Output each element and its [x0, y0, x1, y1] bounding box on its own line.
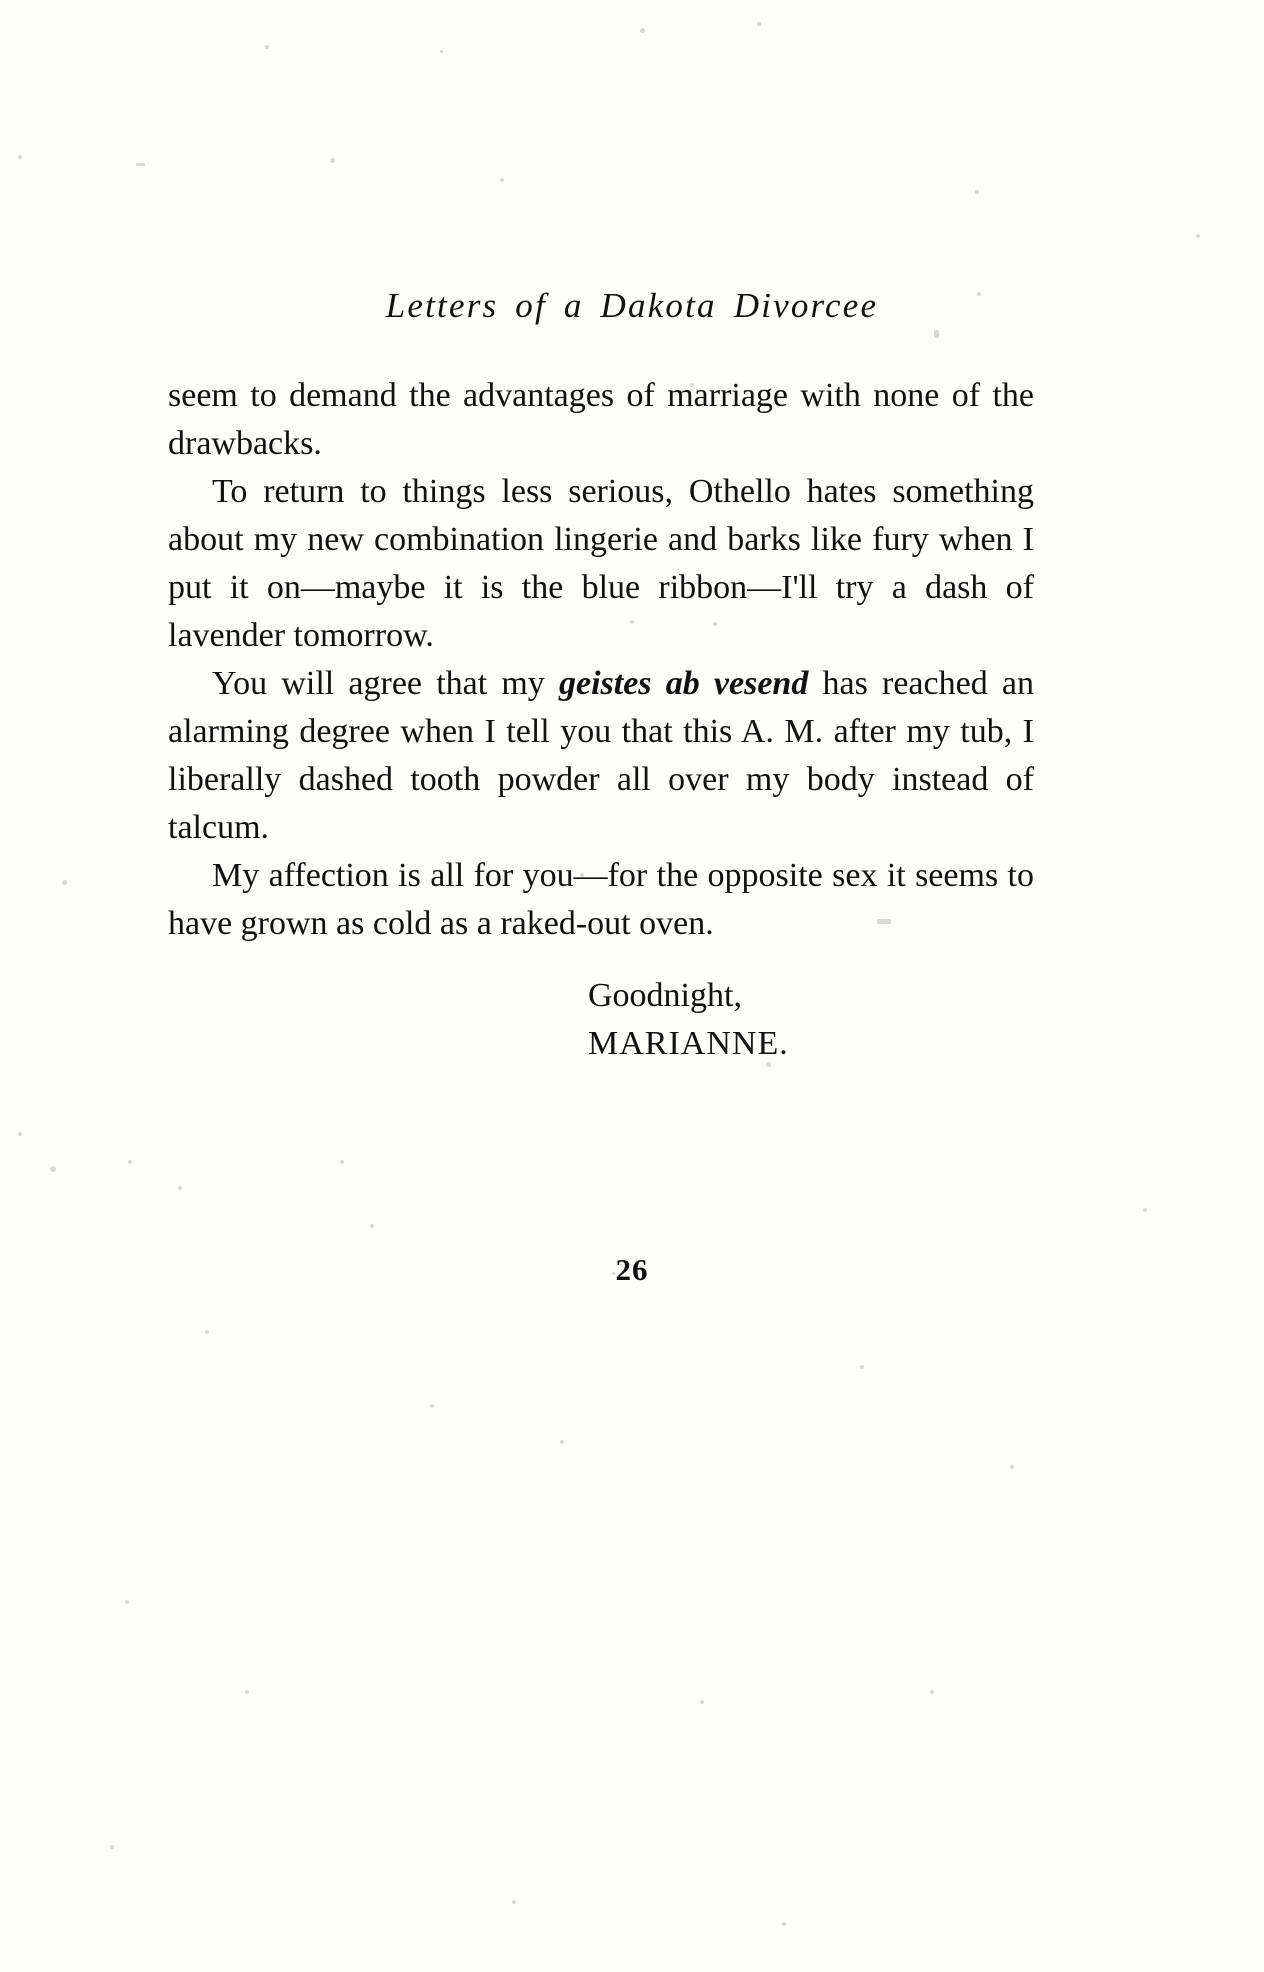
page-content — [160, 0, 1104, 1972]
paragraph-1: seem to demand the advantages of marriage with none of the drawbacks. — [168, 377, 1034, 462]
scan-speck — [18, 1132, 22, 1136]
page-number: 26 — [615, 1252, 649, 1287]
scan-speck — [125, 1600, 129, 1604]
scan-speck — [62, 880, 67, 885]
scan-speck — [128, 1160, 132, 1164]
german-phrase-italic: geistes ab vesend — [559, 665, 809, 702]
scan-speck — [136, 163, 145, 166]
paragraph-3-text-after: has reached an alarming degree when I tell you that this A. M. after my tub, I liberally dashed tooth powder all over my body instead of talcum. — [168, 665, 1034, 846]
scan-speck — [18, 155, 22, 159]
paragraph-3-text-before: You will agree that my — [212, 665, 559, 702]
scan-speck — [1143, 1208, 1147, 1212]
running-head: Letters of a Dakota Divorcee — [385, 286, 879, 325]
scan-speck — [1196, 234, 1200, 238]
paragraph-3 — [168, 660, 1034, 852]
scan-speck — [50, 1166, 56, 1172]
scan-speck — [110, 1845, 114, 1849]
body-text — [168, 372, 1034, 1068]
closing-goodnight: Goodnight, — [588, 977, 742, 1014]
paragraph-2: To return to things less serious, Othello hates something about my new combination lingerie and barks like fury when I put it on—maybe it is the blue ribbon—I'll try a dash of lavender tomorrow. — [168, 473, 1034, 654]
letter-closing — [588, 972, 1034, 1068]
closing-signature: MARIANNE. — [588, 1025, 789, 1062]
paragraph-4: My affection is all for you—for the opposite sex it seems to have grown as cold as a raked-out oven. — [168, 857, 1034, 942]
